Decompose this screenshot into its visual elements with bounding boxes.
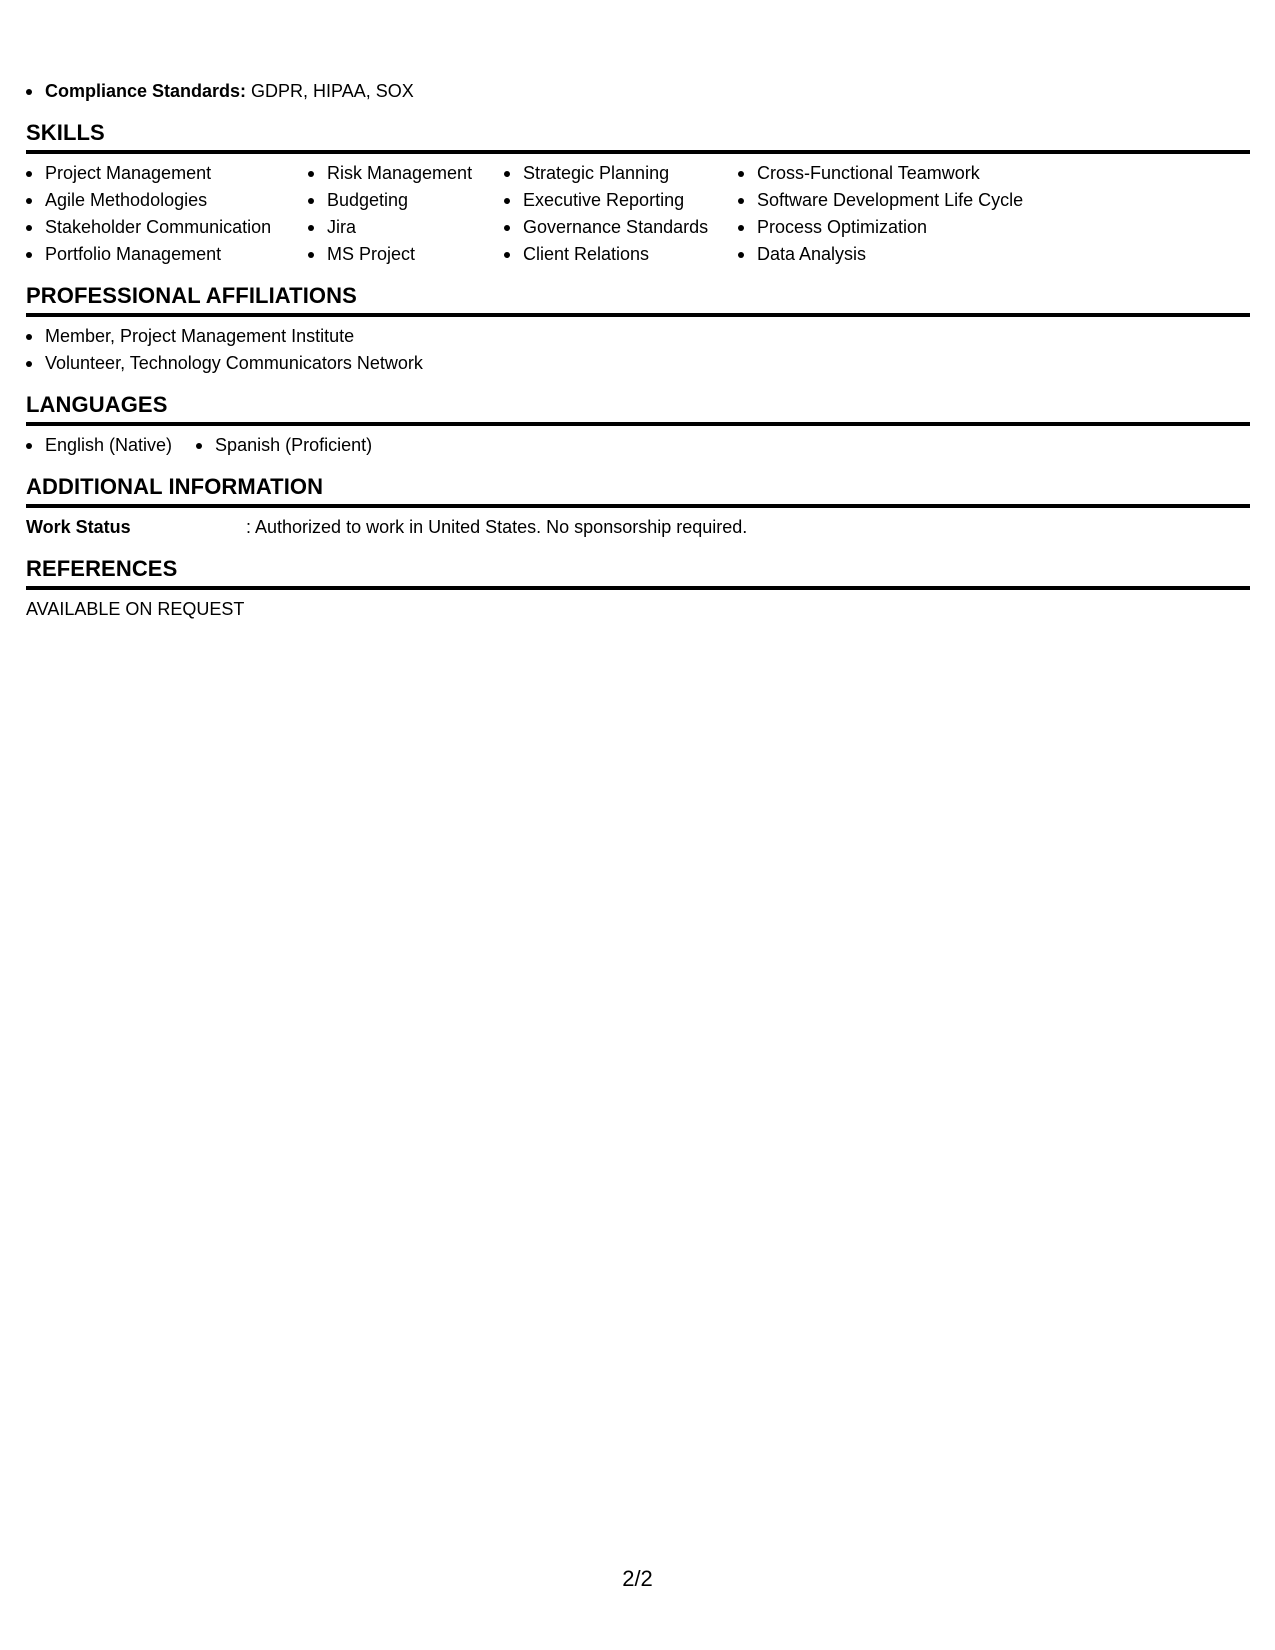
skill-item: Agile Methodologies	[26, 187, 308, 214]
skills-column-3	[504, 160, 738, 268]
work-status-label: Work Status	[26, 517, 131, 537]
references-heading: REFERENCES	[26, 555, 1250, 590]
skill-item: Risk Management	[308, 160, 504, 187]
skills-column-4	[738, 160, 1058, 268]
compliance-item	[26, 78, 1250, 105]
languages-section	[26, 391, 1250, 459]
skill-item: Jira	[308, 214, 504, 241]
skills-section	[26, 119, 1250, 268]
skill-item: Budgeting	[308, 187, 504, 214]
work-status-row	[26, 514, 1250, 541]
resume-page	[26, 78, 1250, 623]
skill-item: Software Development Life Cycle	[738, 187, 1058, 214]
skills-grid	[26, 154, 1250, 268]
additional-information-heading: ADDITIONAL INFORMATION	[26, 473, 1250, 508]
skill-item: Project Management	[26, 160, 308, 187]
skill-item: Governance Standards	[504, 214, 738, 241]
languages-list	[26, 432, 1250, 459]
skills-column-2	[308, 160, 504, 268]
page-number: 2/2	[622, 1566, 653, 1591]
affiliation-item: Volunteer, Technology Communicators Network	[26, 350, 1250, 377]
references-text: AVAILABLE ON REQUEST	[26, 599, 245, 619]
skill-item: Client Relations	[504, 241, 738, 268]
compliance-list	[26, 78, 1250, 105]
skill-item: Data Analysis	[738, 241, 1058, 268]
skills-heading: SKILLS	[26, 119, 1250, 154]
affiliation-item: Member, Project Management Institute	[26, 323, 1250, 350]
language-item: English (Native)	[26, 432, 172, 459]
languages-heading: LANGUAGES	[26, 391, 1250, 426]
skill-item: MS Project	[308, 241, 504, 268]
affiliations-list	[26, 323, 1250, 377]
affiliations-heading: PROFESSIONAL AFFILIATIONS	[26, 282, 1250, 317]
additional-information-section	[26, 473, 1250, 541]
skill-item: Strategic Planning	[504, 160, 738, 187]
skill-item: Executive Reporting	[504, 187, 738, 214]
skill-item: Cross-Functional Teamwork	[738, 160, 1058, 187]
affiliations-section	[26, 282, 1250, 377]
skill-item: Portfolio Management	[26, 241, 308, 268]
references-section	[26, 555, 1250, 623]
compliance-label: Compliance Standards:	[45, 81, 247, 101]
skill-item: Process Optimization	[738, 214, 1058, 241]
work-status-value: : Authorized to work in United States. No sponsorship required.	[246, 517, 748, 537]
skill-item: Stakeholder Communication	[26, 214, 308, 241]
compliance-value: GDPR, HIPAA, SOX	[246, 81, 414, 101]
skills-column-1	[26, 160, 308, 268]
language-item: Spanish (Proficient)	[196, 432, 372, 459]
